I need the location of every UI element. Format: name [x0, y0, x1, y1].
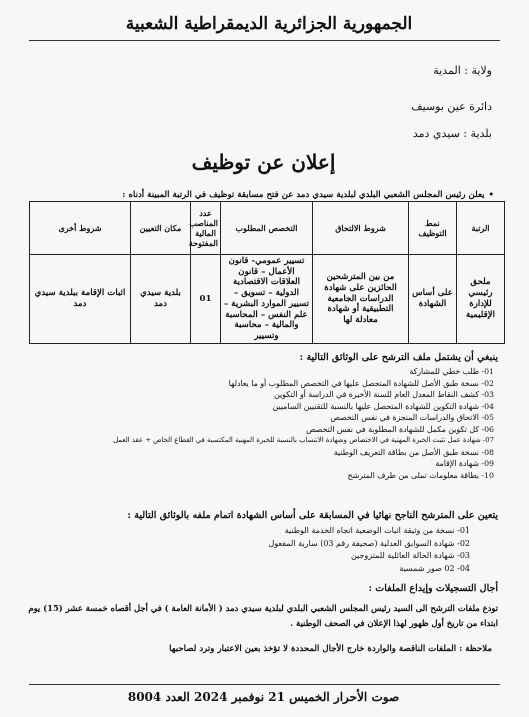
list-item: 02- نسخة طبق الأصل للشهادة المتحصل عليها في التخصص المطلوب أو ما يعادلها [229, 378, 495, 388]
list-item: 04- شهادة التكوين للشهادة المتحصل عليها بالنسبة للتقنيين الساميين [273, 401, 495, 411]
section-required-documents-title: ينبغي أن يشتمل ملف الترشح على الوثائق التالية : [300, 352, 499, 363]
other-conditions-cell: اثبات الإقامة ببلدية سيدي دمد [31, 255, 132, 344]
list-item: 08- نسخة طبق الأصل من بطاقة التعريف الوطنية [334, 447, 495, 457]
list-item: 05- الاتحاق والدراسات المنجزة في نفس التخصص [331, 413, 495, 422]
table-row [31, 255, 506, 344]
positions-count-cell: 01 [192, 255, 222, 344]
list-item: 01- طلب خطي للمشاركة [410, 367, 495, 376]
anep-side-code [0, 515, 1, 609]
daira-label: دائرة عين بوسيف [412, 100, 493, 113]
list-item: 09- شهادة الإقامة [436, 459, 495, 468]
rank-cell: ملحق رئيسي للإدارة الإقليمية [458, 255, 506, 344]
header-cell: شروط الالتحاق [314, 202, 410, 255]
republic-header: الجمهورية الجزائرية الديمقراطية الشعبية [126, 14, 414, 34]
specialty-cell: تسيير عمومي- قانون الأعمال – قانون العلاقات الاقتصادية الدولية – تسويق – تسيير الموارد البشرية – علم النفس – المحاسبة والمالية – محاسبة وتسيير [222, 255, 314, 344]
list-item: 03- كشف النقاط المعدل العام للسنة الأخيرة في الدراسة أو التكوين [275, 390, 495, 399]
footer-rule [30, 684, 501, 685]
jobs-table [30, 201, 506, 344]
header-cell: نمط التوظيف [410, 202, 458, 255]
section-deadlines-title: أجال التسجيلات وإيداع الملفات : [369, 583, 499, 594]
conditions-cell: من بين المترشحين الحائزين على شهادة الدراسات الجامعية التطبيقية أو شهادة معادلة لها [314, 255, 410, 344]
list-item: 06- كل تكوين مكمل للشهادة المطلوبة في نفس التخصص [307, 424, 495, 434]
newspaper-footer: صوت الأحرار الخميس 21 نوفمبر 2024 العدد 8004 [128, 690, 401, 704]
table-header-row [31, 202, 506, 255]
successful-candidate-documents-list [269, 525, 471, 575]
section-successful-candidate-title: يتعين على المترشح الناجح نهائيا في المسابقة على أساس الشهادة اتمام ملفه بالوثائق التالية : [128, 510, 499, 521]
required-documents-list [114, 366, 495, 481]
list-item: 07- شهادة عمل تثبت الخبرة المهنية في الاختصاص وشهادة الانتساب بالنسبة للخبرة المهنية المكتسبة في القطاع الخاص + عقد العمل [114, 436, 495, 444]
list-item: 04- 02 صور شمسية [400, 563, 471, 573]
list-item: 10- بطاقة معلومات تملى من طرف المترشح [348, 470, 495, 480]
header-cell: التخصص المطلوب [222, 202, 314, 255]
header-rule [30, 40, 501, 41]
deadlines-paragraph: تودع ملفات الترشح الى السيد رئيس المجلس الشعبي البلدي لبلدية سيدي دمد ( الأمانة العامة ) في أجل أقصاه خمسة عشر (15) يوم ابتداء من تاريخ أول ظهور لهذا الإعلان في الصحف الوطنية . [29, 603, 499, 628]
note-text: ملاحظة : الملفات الناقصة والواردة خارج الأجال المحددة لا تؤخذ بعين الاعتبار وترد لصاحبها [170, 644, 493, 654]
recruitment-mode-cell: على أساس الشهادة [410, 255, 458, 344]
baladia-label: بلدية : سيدي دمد [413, 127, 493, 140]
header-cell: شروط أخرى [31, 202, 132, 255]
intro-text: •يعلن رئيس المجلس الشعبي البلدي لبلدية سيدي دمد عن فتح مسابقة توظيف في الرتبة المبينة أدناه : [123, 190, 495, 200]
announcement-title: إعلان عن توظيف [192, 150, 337, 174]
header-cell: عدد المناصب المالية المفتوحة [192, 202, 222, 255]
wilaya-label: ولاية : المدية [434, 64, 493, 77]
header-cell: الرتبة [458, 202, 506, 255]
list-item: 03- شهادة الحالة العائلية للمتزوجين [351, 551, 471, 560]
location-cell: بلدية سيدي دمد [132, 255, 192, 344]
list-item: 01- نسخة من وثيقة اثبات الوضعية اتجاه الخدمة الوطنية [285, 526, 471, 535]
header-cell: مكان التعيين [132, 202, 192, 255]
list-item: 02- شهادة السوابق العدلية (صحيفة رقم 03) سارية المفعول [269, 538, 471, 548]
